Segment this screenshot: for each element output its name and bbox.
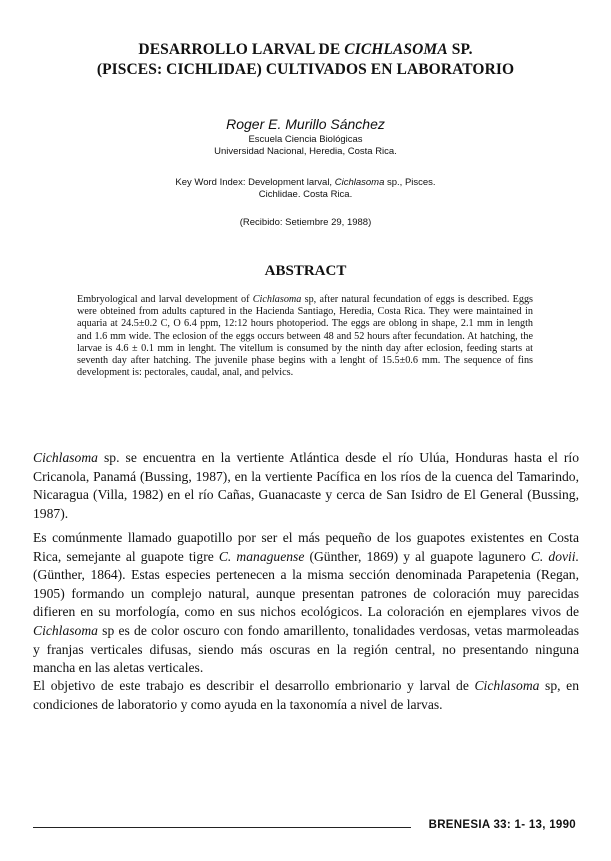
abstract-heading: ABSTRACT xyxy=(264,263,347,279)
abstract-genus: Cichlasoma xyxy=(252,294,302,305)
p3-text-2: sp, en condiciones de laboratorio y como ayuda en la taxonomía a nivel de larvas. xyxy=(33,678,579,712)
p2-text-2: (Günther, 1869) y al guapote lagunero xyxy=(304,548,531,564)
author-affiliation xyxy=(0,134,611,157)
abstract-body xyxy=(77,294,533,379)
abstract-intro: Embryological and larval development of xyxy=(77,294,253,305)
p2-text-3: (Günther, 1864). Estas especies pertenecen a la misma sección denominada Parapetenia (Regan, 1905) formando un complejo natural, aunque presentan patrones de coloración muy parecidas difieren en su morfología, como en sus nichos ecológicos. La coloración en ejemplares vivos de xyxy=(33,567,579,620)
author-name: Roger E. Murillo Sánchez xyxy=(226,116,385,132)
abstract-text: sp, after natural fecundation of eggs is described. Eggs were obteined from adults captured in the Hacienda Santiago, Heredia, Costa Rica. They were maintained in aquaria at 24.5±0.2 C, O 6.4 ppm, 12:12 hours photoperiod. The eggs are oblong in shape, 2.1 mm in length and 1.6 mm wide. The eclosion of the eggs occurs between 48 and 52 hours after fecundation. At hatching, the larvae is 4.6 ± 0.1 mm in lenght. The vitellum is consumed by the ninth day after eclosion, feeding starts at seventh day after hatching. The juvenile phase begins with a lenght of 15.5±0.6 mm. The sequence of fins development is: pectorales, caudal, anal, and pelvics. xyxy=(77,294,533,379)
paragraph-objective xyxy=(33,677,579,714)
p3-genus: Cichlasoma xyxy=(474,678,540,693)
keyword-index xyxy=(100,177,511,200)
p1-text: sp. se encuentra en la vertiente Atlántica desde el río Ulúa, Honduras hasta el río Cricanola, Panamá (Bussing, 1987), en la vertiente Pacífica en los ríos de la cuenca del Tamarindo, Nicaragua (Villa, 1982) en el río Cañas, Guanacaste y cerca de San Isidro de El General (Bussing, 1987). xyxy=(33,450,579,521)
keyword-line-2: Cichlidae. Costa Rica. xyxy=(258,188,353,200)
p1-genus: Cichlasoma xyxy=(33,450,98,465)
journal-citation: BRENESIA 33: 1- 13, 1990 xyxy=(428,819,576,831)
affiliation-department: Escuela Ciencia Biológicas xyxy=(248,134,363,145)
p2-species-1: C. managuense xyxy=(218,548,305,564)
p3-text-1: El objetivo de este trabajo es describir el desarrollo embrionario y larval de xyxy=(33,678,475,693)
title-text: DESARROLLO LARVAL DE xyxy=(138,41,345,58)
keyword-prefix: Key Word Index: Development larval, xyxy=(175,177,335,188)
paragraph-distribution xyxy=(33,449,579,523)
paper-title xyxy=(40,40,571,80)
affiliation-institution: Universidad Nacional, Heredia, Costa Rica. xyxy=(214,145,397,157)
title-line-2: (PISCES: CICHLIDAE) CULTIVADOS EN LABORATORIO xyxy=(96,61,515,78)
p2-genus: Cichlasoma xyxy=(33,622,98,638)
title-suffix: SP. xyxy=(447,41,473,58)
title-line-1 xyxy=(40,40,571,60)
received-date: (Recibido: Setiembre 29, 1988) xyxy=(239,217,372,228)
p2-species-2: C. dovii. xyxy=(530,548,579,564)
keyword-line-1 xyxy=(100,177,511,189)
p2-text-4: sp es de color oscuro con fondo amarillento, tonalidades verdosas, vetas marmoleadas y franjas verticales difusas, siendo más oscuras en la región central, no presentando ninguna mancha en las aletas verticales. xyxy=(33,622,579,676)
paragraph-description xyxy=(33,529,579,678)
p2-text-1: Es comúnmente llamado guapotillo por ser el más pequeño de los guapotes existentes en Costa Rica, semejante al guapote tigre xyxy=(33,530,579,564)
keyword-genus: Cichlasoma xyxy=(334,177,385,188)
keyword-suffix: sp., Pisces. xyxy=(384,177,436,188)
title-genus: CICHLASOMA xyxy=(344,41,448,58)
footer-rule xyxy=(33,827,411,828)
